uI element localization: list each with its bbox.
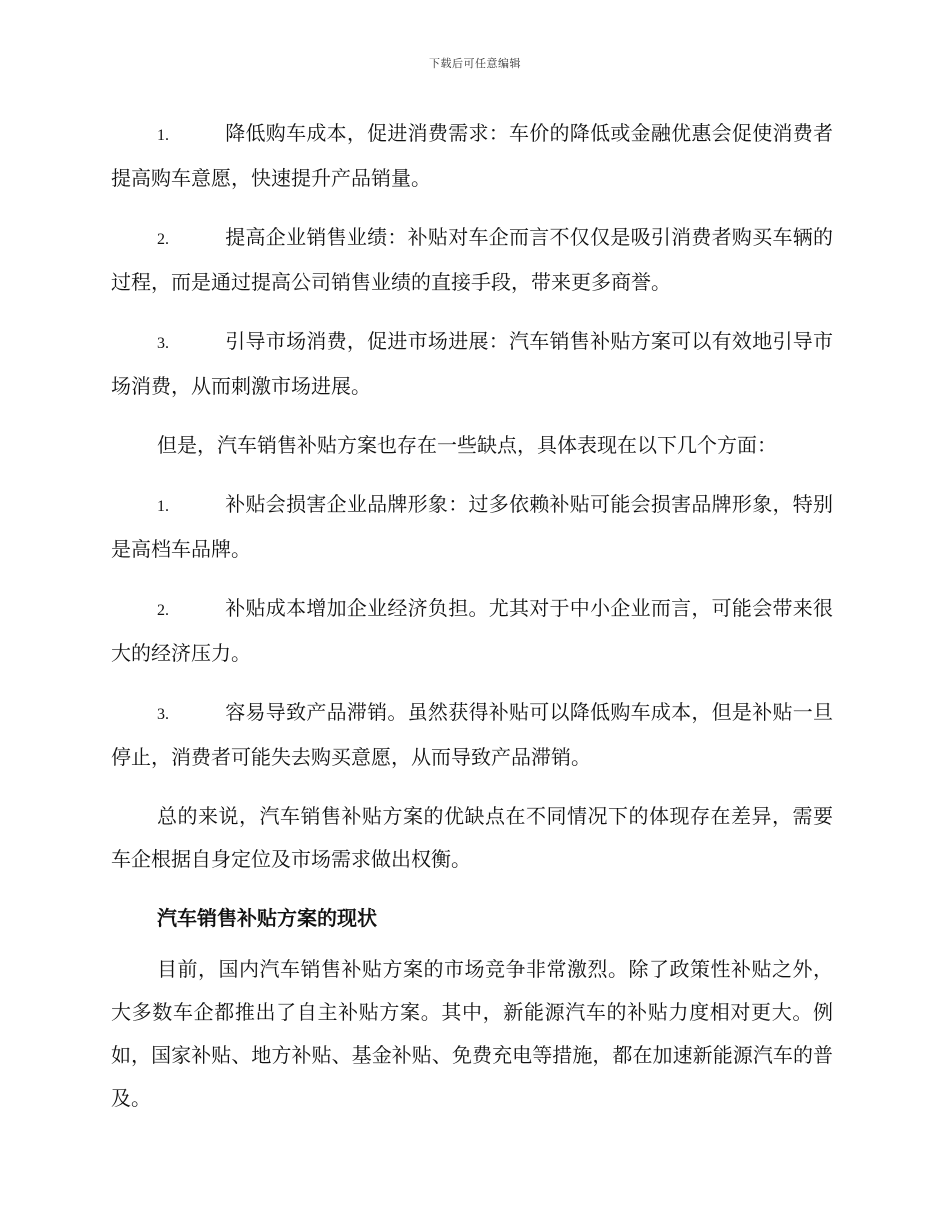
disadvantage-item-3	[111, 691, 833, 779]
section-heading: 汽车销售补贴方案的现状	[157, 906, 377, 930]
page-header: 下载后可任意编辑	[429, 57, 521, 70]
list-number: 3.	[157, 706, 169, 723]
advantage-item-2	[111, 216, 833, 304]
transition-paragraph: 但是，汽车销售补贴方案也存在一些缺点，具体表现在以下几个方面：	[157, 433, 777, 457]
disadvantage-item-1	[111, 483, 833, 571]
list-text: 降低购车成本，促进消费需求：车价的降低或金融优惠会促使消费者提高购车意愿，快速提升产品销量。	[111, 121, 833, 190]
section-body-paragraph: 目前，国内汽车销售补贴方案的市场竞争非常激烈。除了政策性补贴之外，大多数车企都推出了自主补贴方案。其中，新能源汽车的补贴力度相对更大。例如，国家补贴、地方补贴、基金补贴、免费充电等措施，都在加速新能源汽车的普及。	[111, 957, 833, 1110]
advantage-item-3	[111, 320, 833, 408]
disadvantage-item-2	[111, 587, 833, 675]
list-text: 容易导致产品滞销。虽然获得补贴可以降低购车成本，但是补贴一旦停止，消费者可能失去购买意愿，从而导致产品滞销。	[111, 700, 833, 769]
list-text: 提高企业销售业绩：补贴对车企而言不仅仅是吸引消费者购买车辆的过程，而是通过提高公司销售业绩的直接手段，带来更多商誉。	[111, 225, 833, 294]
summary-paragraph: 总的来说，汽车销售补贴方案的优缺点在不同情况下的体现存在差异，需要车企根据自身定位及市场需求做出权衡。	[111, 804, 833, 871]
list-number: 3.	[157, 335, 169, 352]
list-number: 1.	[157, 498, 169, 515]
list-number: 2.	[157, 231, 169, 248]
list-text: 补贴成本增加企业经济负担。尤其对于中小企业而言，可能会带来很大的经济压力。	[111, 596, 833, 665]
list-number: 1.	[157, 127, 169, 144]
list-number: 2.	[157, 602, 169, 619]
document-body	[111, 112, 833, 1136]
list-text: 补贴会损害企业品牌形象：过多依赖补贴可能会损害品牌形象，特别是高档车品牌。	[111, 492, 833, 561]
advantage-item-1	[111, 112, 833, 200]
list-text: 引导市场消费，促进市场进展：汽车销售补贴方案可以有效地引导市场消费，从而刺激市场进展。	[111, 329, 833, 398]
